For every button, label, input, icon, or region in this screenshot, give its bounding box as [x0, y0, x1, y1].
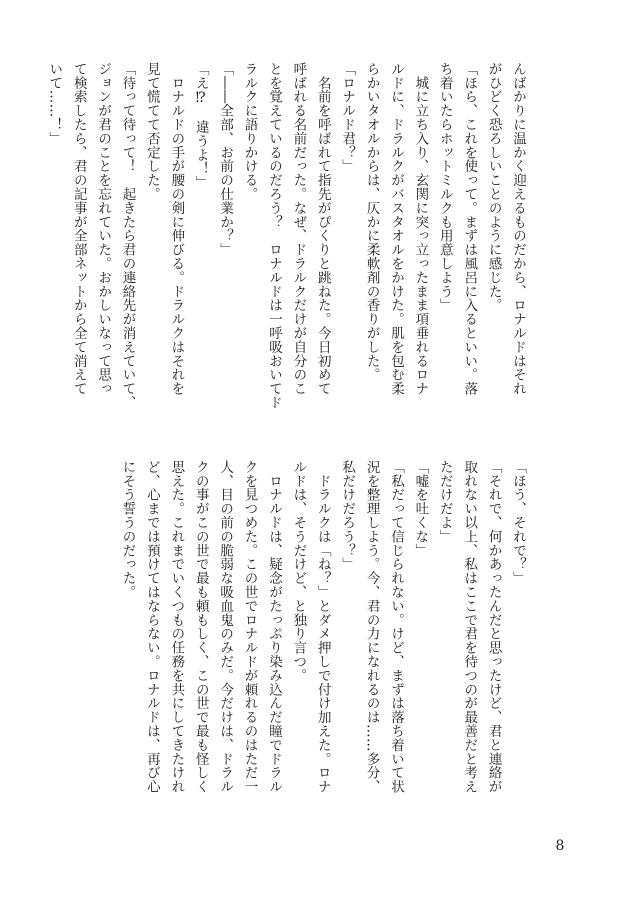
text-line: 「え⁉ 違うよ！」	[192, 62, 209, 190]
text-line: 「嘘を吐くな」	[412, 460, 429, 558]
text-line: 況を整理しよう。今、君の力になれるのは……多分、	[363, 460, 380, 794]
text-line: ルドに、ドラルクがバスタオルをかけた。肌を包む柔	[387, 62, 404, 396]
text-block-bottom	[115, 460, 530, 840]
text-line: とを覚えているのだろう？ ロナルドは一呼吸おいてド	[265, 62, 282, 410]
text-line: 人、目の前の脆弱な吸血鬼のみだ。今だけは、ドラル	[217, 460, 234, 794]
text-line: 「それで、何かあったんだと思ったけど、君と連絡が	[485, 460, 502, 794]
text-line: ロナルドの手が腰の剣に伸びる。ドラルクはそれを	[168, 62, 185, 396]
text-line: ジョンが君のことを忘れていた。おかしいなって思っ	[95, 62, 112, 396]
text-line: んばかりに温かく迎えるものだから、ロナルドはそれ	[510, 62, 526, 396]
text-line: 「ほう、それで？」	[510, 460, 526, 586]
text-line: ドラルクは「ね？」とダメ押しで付け加えた。ロナ	[314, 460, 331, 794]
text-line: 見て慌てて否定した。	[143, 62, 160, 201]
text-line: がひどく恐ろしいことのように感じた。	[485, 62, 502, 313]
text-line: ラルクに語りかける。	[241, 62, 258, 201]
text-line: 思えた。これまでいくつもの任務を共にしてきたけれ	[168, 460, 185, 794]
page-number: 8	[555, 838, 565, 854]
text-line: ルドは、そうだけど、と独り言つ。	[290, 460, 307, 683]
text-line: ロナルドは、疑念がたっぷり染み込んだ瞳でドラル	[265, 460, 282, 794]
text-line: クの事がこの世で最も頼もしく、この世で最も怪しく	[192, 460, 209, 794]
text-line: 「ほら、これを使って。まずは風呂に入るといい。落	[461, 62, 478, 396]
text-line: クを見つめた。この世でロナルドが頼れるのはただ一	[241, 460, 258, 794]
text-line: らかいタオルからは、仄かに柔軟剤の香りがした。	[363, 62, 380, 382]
text-line: にそう誓うのだった。	[119, 460, 136, 599]
text-line: 城に立ち入り、玄関に突っ立ったまま項垂れるロナ	[412, 62, 429, 396]
text-line: 名前を呼ばれて指先がぴくりと跳ねた。今日初めて	[314, 62, 331, 396]
text-line: 「私だって信じられない。けど、まずは落ち着いて状	[387, 460, 404, 794]
text-line: ただけだよ」	[436, 460, 453, 544]
text-line: 「ロナルド君？」	[339, 62, 356, 174]
text-line: 取れない以上、私はここで君を待つのが最善だと考え	[461, 460, 478, 794]
text-block-top	[42, 62, 530, 442]
text-line: いて……！」	[46, 62, 63, 146]
text-line: ち着いたらホットミルクも用意しよう」	[436, 62, 453, 313]
text-line: 私だけだろう？」	[339, 460, 356, 572]
text-line: て検索したら、君の記事が全部ネットから全て消えて	[70, 62, 87, 396]
text-line: 「――全部、お前の仕業か？」	[217, 62, 234, 257]
text-line: 「待って待って！ 起きたら君の連絡先が消えていて、	[119, 62, 136, 410]
text-line: 呼ばれる名前だった。なぜ、ドラルクだけが自分のこ	[290, 62, 307, 396]
text-line: ど、心までは預けてはならない。ロナルドは、再び心	[143, 460, 160, 794]
